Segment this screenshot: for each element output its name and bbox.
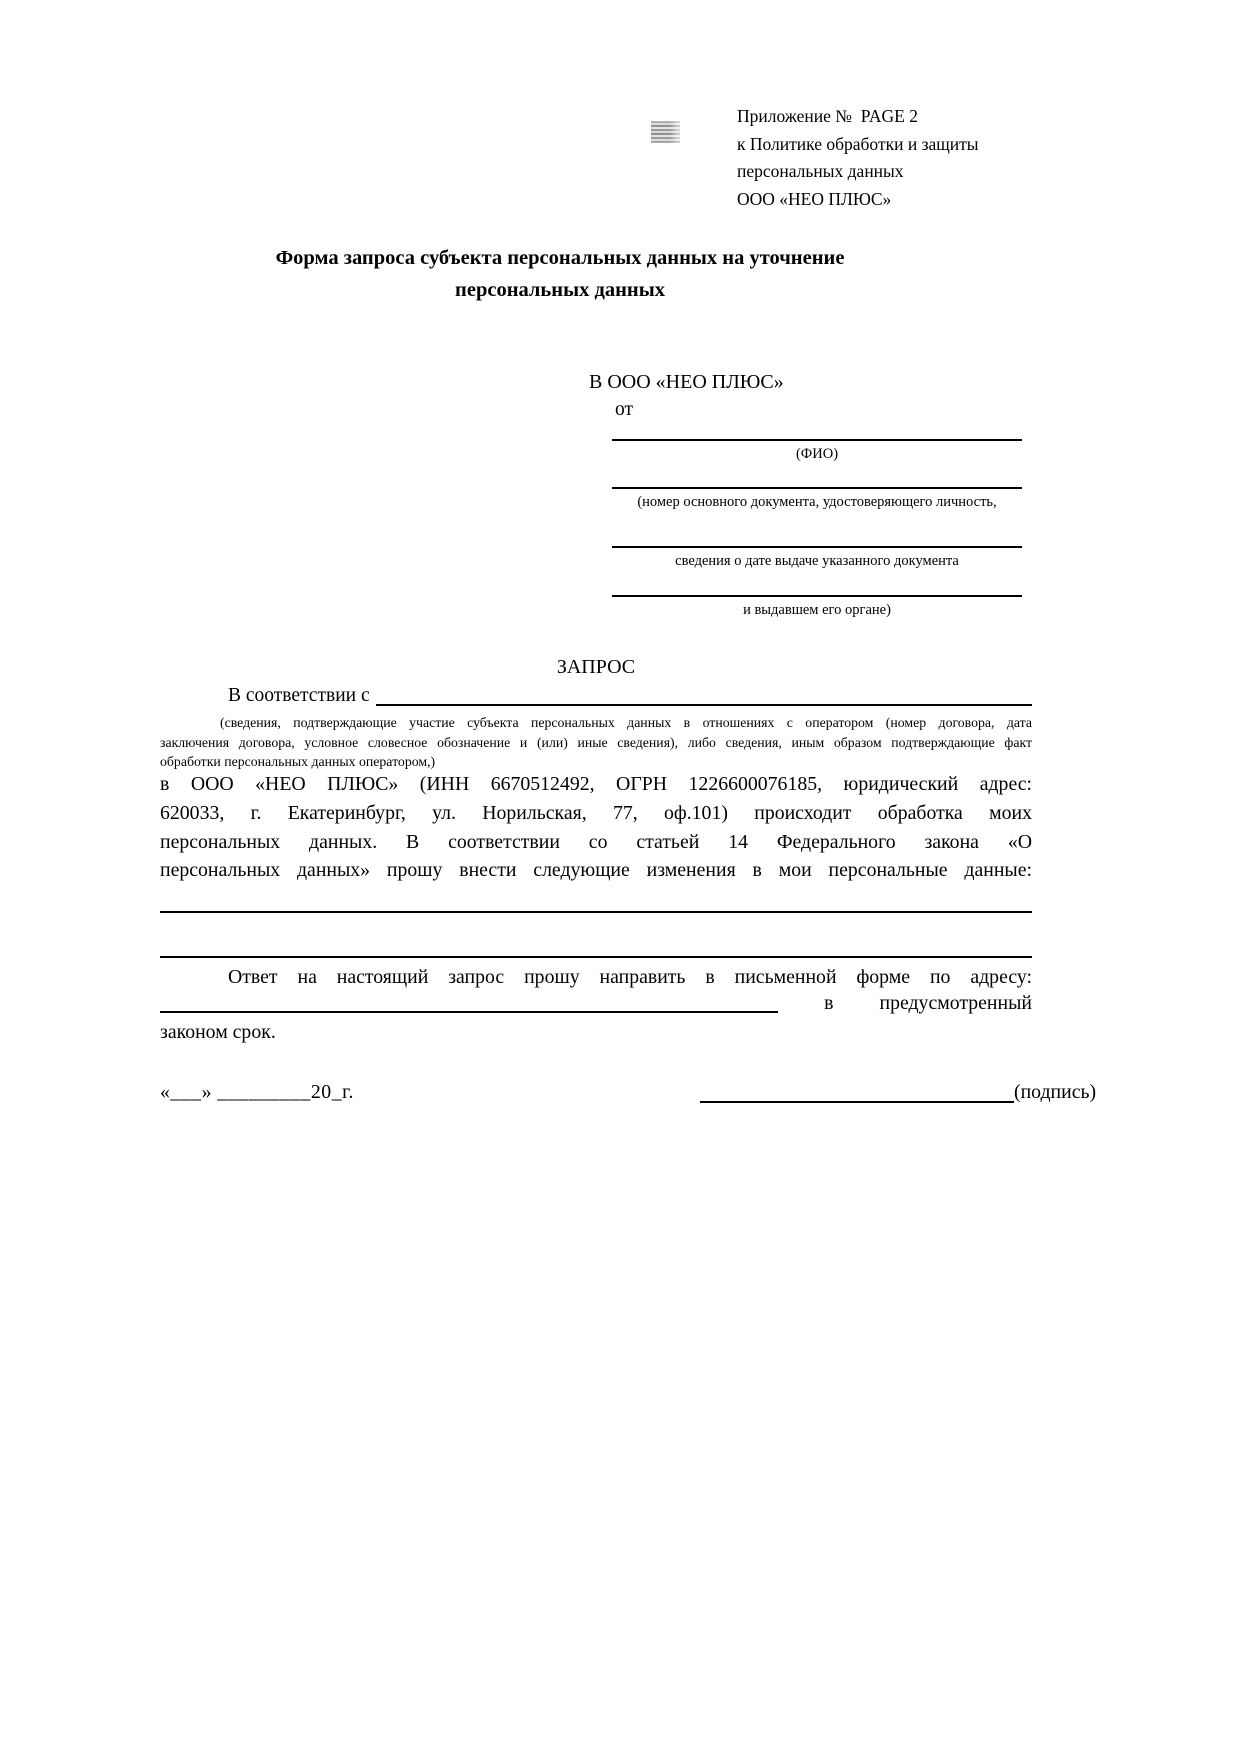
document-title [125,242,995,306]
addressee-line: В ООО «НЕО ПЛЮС» [589,371,784,393]
accordance-row [160,684,1032,708]
footnote-line-1: (сведения, подтверждающие участие субъекта персональных данных в отношениях с оператором (номер договора, дата [220,715,1032,730]
signature-blank-line [700,1101,1014,1103]
footnote-line-2: заключения договора, условное словесное обозначение и (или) иные сведения), либо сведения, иным образом подтверждающие факт [160,734,1032,750]
policy-line-2: персональных данных [737,161,904,181]
changes-blank-line-1 [160,911,1032,913]
date-blank-line: «___» _________20_г. [160,1081,354,1103]
from-label: от [615,399,634,420]
document-number-blank-line [612,487,1022,489]
response-word-term: предусмотренный [879,992,1032,1014]
fio-blank-line [612,439,1022,441]
issuing-authority-blank-line [612,595,1022,597]
document-title-line-2: персональных данных [455,279,665,301]
body-line-2: 620033, г. Екатеринбург, ул. Норильская, 77, оф.101) происходит обработка моих [160,801,1032,824]
body-line-4: персональных данных» прошу внести следующие изменения в мои персональные данные: [160,859,1032,882]
appendix-header [737,103,979,213]
response-address-row [160,991,1032,1015]
response-word-in: в [824,992,834,1014]
blurred-field-code-icon [651,121,680,143]
document-number-caption: (номер основного документа, удостоверяющего личность, [637,494,997,510]
appendix-number-line: Приложение № PAGE 2 [737,106,918,126]
request-heading: ЗАПРОС [556,656,636,678]
body-line-3: персональных данных. В соответствии со статьей 14 Федерального закона «О [160,830,1032,853]
accordance-blank-line [376,704,1032,706]
signature-caption: (подпись) [1014,1081,1097,1103]
response-request-line: Ответ на настоящий запрос прошу направить в письменной форме по адресу: [228,966,1032,988]
issue-date-blank-line [612,546,1022,548]
changes-blank-line-2 [160,956,1032,958]
issuing-authority-caption: и выдавшем его органе) [743,602,891,618]
accordance-label: В соответствии с [228,685,370,706]
policy-line-1: к Политике обработки и защиты [737,133,979,154]
footnote [160,713,1032,772]
address-blank-line [160,1011,778,1013]
fio-caption: (ФИО) [795,446,839,462]
issue-date-caption: сведения о дате выдаче указанного документа [675,553,959,569]
document-title-line-1: Форма запроса субъекта персональных данных на уточнение [275,247,845,269]
footnote-line-3: обработки персональных данных оператором,) [160,754,436,769]
response-term-line: законом срок. [160,1021,276,1043]
company-name: ООО «НЕО ПЛЮС» [737,188,892,209]
body-paragraph [160,770,1032,885]
body-line-1: в ООО «НЕО ПЛЮС» (ИНН 6670512492, ОГРН 1226600076185, юридический адрес: [160,773,1032,795]
